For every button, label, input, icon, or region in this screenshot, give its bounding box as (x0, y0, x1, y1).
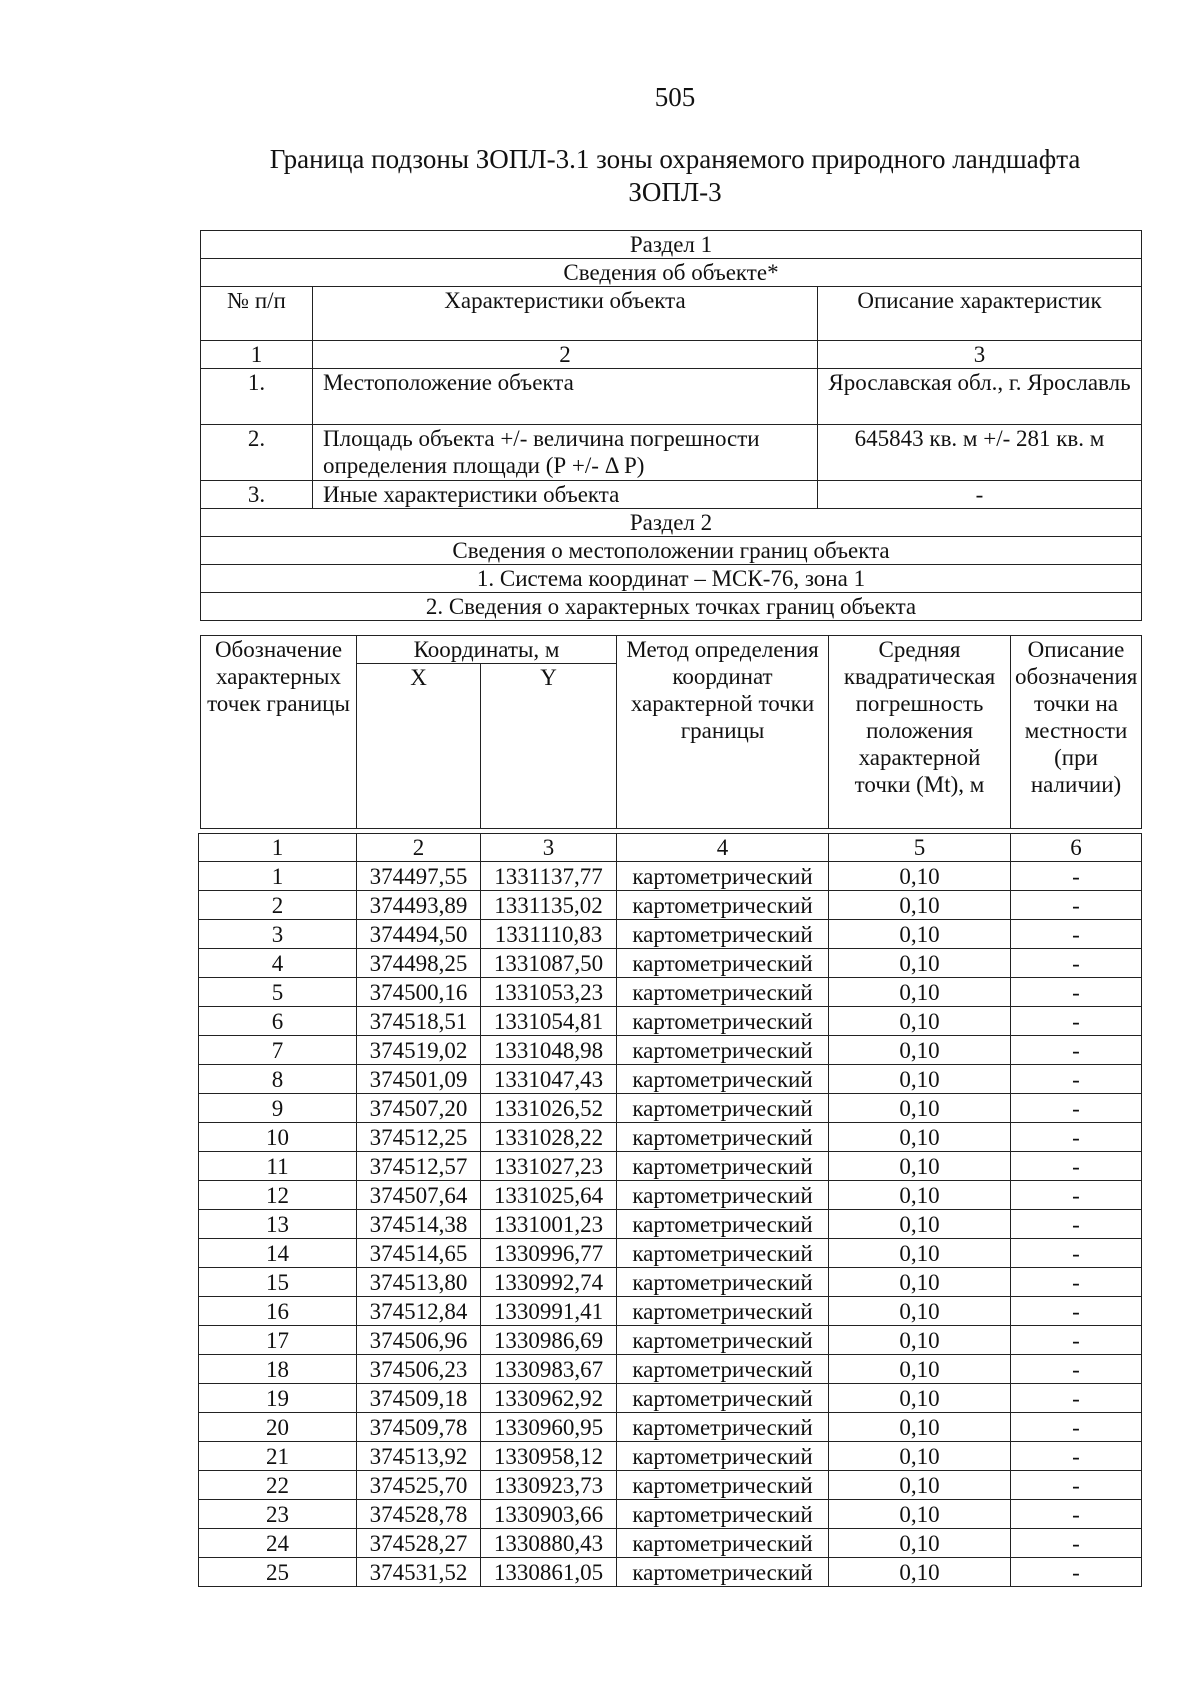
point-error: 0,10 (829, 1007, 1011, 1036)
point-id: 17 (199, 1326, 357, 1355)
table-row (199, 1413, 1142, 1442)
point-description: - (1011, 1471, 1142, 1500)
point-id: 16 (199, 1297, 357, 1326)
table-row (199, 1355, 1142, 1384)
point-id: 9 (199, 1094, 357, 1123)
point-y: 1331110,83 (481, 920, 617, 949)
table-row (199, 862, 1142, 891)
point-x: 374514,65 (357, 1239, 481, 1268)
point-method: картометрический (617, 1181, 829, 1210)
point-id: 21 (199, 1442, 357, 1471)
point-y: 1331053,23 (481, 978, 617, 1007)
col-header-x: X (357, 664, 481, 829)
section2-heading: Раздел 2 (201, 509, 1142, 537)
point-error: 0,10 (829, 1152, 1011, 1181)
point-error: 0,10 (829, 1268, 1011, 1297)
point-id: 19 (199, 1384, 357, 1413)
point-x: 374509,78 (357, 1413, 481, 1442)
point-error: 0,10 (829, 1065, 1011, 1094)
point-description: - (1011, 1210, 1142, 1239)
table-row (199, 1442, 1142, 1471)
col-header-num: № п/п (201, 287, 313, 341)
point-id: 1 (199, 862, 357, 891)
point-id: 18 (199, 1355, 357, 1384)
table-row (199, 1558, 1142, 1587)
point-error: 0,10 (829, 1123, 1011, 1152)
point-y: 1331028,22 (481, 1123, 617, 1152)
point-description: - (1011, 1239, 1142, 1268)
point-method: картометрический (617, 1239, 829, 1268)
point-method: картометрический (617, 891, 829, 920)
point-x: 374500,16 (357, 978, 481, 1007)
point-description: - (1011, 1297, 1142, 1326)
table-row (199, 1297, 1142, 1326)
point-x: 374519,02 (357, 1036, 481, 1065)
point-method: картометрический (617, 1297, 829, 1326)
point-error: 0,10 (829, 920, 1011, 949)
table-row (199, 1471, 1142, 1500)
row-desc: - (818, 481, 1142, 509)
point-id: 13 (199, 1210, 357, 1239)
point-description: - (1011, 1007, 1142, 1036)
points-header-table (200, 635, 1142, 829)
point-method: картометрический (617, 949, 829, 978)
point-id: 22 (199, 1471, 357, 1500)
point-error: 0,10 (829, 1036, 1011, 1065)
section1-heading: Раздел 1 (201, 231, 1142, 259)
col-header-y: Y (481, 664, 617, 829)
table-row (199, 1529, 1142, 1558)
point-y: 1331135,02 (481, 891, 617, 920)
point-y: 1331001,23 (481, 1210, 617, 1239)
point-method: картометрический (617, 1152, 829, 1181)
points-table (198, 833, 1142, 1587)
point-x: 374501,09 (357, 1065, 481, 1094)
row-desc: 645843 кв. м +/- 281 кв. м (818, 425, 1142, 481)
point-y: 1330992,74 (481, 1268, 617, 1297)
point-y: 1330861,05 (481, 1558, 617, 1587)
col-number: 5 (829, 834, 1011, 862)
point-method: картометрический (617, 862, 829, 891)
point-description: - (1011, 1326, 1142, 1355)
point-id: 2 (199, 891, 357, 920)
point-y: 1331026,52 (481, 1094, 617, 1123)
point-method: картометрический (617, 1036, 829, 1065)
point-description: - (1011, 1065, 1142, 1094)
point-y: 1331048,98 (481, 1036, 617, 1065)
point-error: 0,10 (829, 1471, 1011, 1500)
table-row (199, 978, 1142, 1007)
table-row (199, 1123, 1142, 1152)
object-info-table (200, 230, 1142, 621)
table-row (199, 1181, 1142, 1210)
point-id: 8 (199, 1065, 357, 1094)
table-row (199, 1065, 1142, 1094)
point-y: 1330983,67 (481, 1355, 617, 1384)
point-description: - (1011, 862, 1142, 891)
point-x: 374514,38 (357, 1210, 481, 1239)
point-x: 374518,51 (357, 1007, 481, 1036)
col-number: 2 (313, 341, 818, 369)
row-num: 2. (201, 425, 313, 481)
point-description: - (1011, 1355, 1142, 1384)
point-x: 374506,23 (357, 1355, 481, 1384)
point-description: - (1011, 978, 1142, 1007)
point-id: 15 (199, 1268, 357, 1297)
point-x: 374494,50 (357, 920, 481, 949)
col-number: 3 (818, 341, 1142, 369)
point-y: 1330962,92 (481, 1384, 617, 1413)
point-method: картометрический (617, 1413, 829, 1442)
point-x: 374507,64 (357, 1181, 481, 1210)
point-error: 0,10 (829, 1500, 1011, 1529)
point-description: - (1011, 1036, 1142, 1065)
point-y: 1331027,23 (481, 1152, 617, 1181)
point-error: 0,10 (829, 978, 1011, 1007)
point-error: 0,10 (829, 862, 1011, 891)
point-description: - (1011, 1181, 1142, 1210)
point-y: 1331025,64 (481, 1181, 617, 1210)
point-y: 1330991,41 (481, 1297, 617, 1326)
point-id: 23 (199, 1500, 357, 1529)
points-heading: 2. Сведения о характерных точках границ объекта (201, 593, 1142, 621)
title-line-2: ЗОПЛ-3 (628, 177, 722, 207)
point-x: 374497,55 (357, 862, 481, 891)
point-description: - (1011, 1094, 1142, 1123)
col-header-description: Описание обозначения точки на местности (при наличии) (1011, 636, 1142, 829)
table-row (199, 1094, 1142, 1123)
col-header-point: Обозначение характерных точек границы (201, 636, 357, 829)
title-line-1: Граница подзоны ЗОПЛ-3.1 зоны охраняемого природного ландшафта (269, 144, 1081, 174)
point-description: - (1011, 1529, 1142, 1558)
point-id: 25 (199, 1558, 357, 1587)
point-y: 1331087,50 (481, 949, 617, 978)
row-num: 3. (201, 481, 313, 509)
point-method: картометрический (617, 1500, 829, 1529)
row-num: 1. (201, 369, 313, 425)
col-number: 2 (357, 834, 481, 862)
point-error: 0,10 (829, 1529, 1011, 1558)
point-method: картометрический (617, 1065, 829, 1094)
point-method: картометрический (617, 1529, 829, 1558)
col-number: 1 (199, 834, 357, 862)
point-x: 374513,80 (357, 1268, 481, 1297)
page-number: 505 (654, 82, 696, 112)
point-x: 374509,18 (357, 1384, 481, 1413)
point-y: 1330923,73 (481, 1471, 617, 1500)
row-name: Иные характеристики объекта (313, 481, 818, 509)
col-header-method: Метод определения координат характерной точки границы (617, 636, 829, 829)
point-description: - (1011, 1500, 1142, 1529)
point-id: 12 (199, 1181, 357, 1210)
table-row (199, 1239, 1142, 1268)
point-method: картометрический (617, 1355, 829, 1384)
point-description: - (1011, 1413, 1142, 1442)
point-x: 374512,25 (357, 1123, 481, 1152)
point-id: 4 (199, 949, 357, 978)
point-method: картометрический (617, 1123, 829, 1152)
table-row (199, 1326, 1142, 1355)
table-row (199, 1007, 1142, 1036)
point-error: 0,10 (829, 1326, 1011, 1355)
point-description: - (1011, 891, 1142, 920)
row-desc: Ярославская обл., г. Ярославль (818, 369, 1142, 425)
point-y: 1331047,43 (481, 1065, 617, 1094)
point-y: 1330880,43 (481, 1529, 617, 1558)
table-row (199, 1210, 1142, 1239)
point-y: 1330903,66 (481, 1500, 617, 1529)
point-x: 374512,84 (357, 1297, 481, 1326)
point-method: картометрический (617, 1007, 829, 1036)
point-y: 1331054,81 (481, 1007, 617, 1036)
point-error: 0,10 (829, 1210, 1011, 1239)
point-method: картометрический (617, 1210, 829, 1239)
point-x: 374525,70 (357, 1471, 481, 1500)
table-row (199, 1500, 1142, 1529)
point-description: - (1011, 1152, 1142, 1181)
col-header-description: Описание характеристик (818, 287, 1142, 341)
point-x: 374507,20 (357, 1094, 481, 1123)
col-number: 4 (617, 834, 829, 862)
point-id: 3 (199, 920, 357, 949)
point-description: - (1011, 1384, 1142, 1413)
point-error: 0,10 (829, 1297, 1011, 1326)
point-error: 0,10 (829, 891, 1011, 920)
point-error: 0,10 (829, 1558, 1011, 1587)
section1-subheading: Сведения об объекте* (201, 259, 1142, 287)
point-y: 1330986,69 (481, 1326, 617, 1355)
table-row (199, 949, 1142, 978)
col-header-coords: Координаты, м (357, 636, 617, 664)
point-x: 374512,57 (357, 1152, 481, 1181)
row-name: Местоположение объекта (313, 369, 818, 425)
point-id: 6 (199, 1007, 357, 1036)
point-id: 7 (199, 1036, 357, 1065)
point-description: - (1011, 1442, 1142, 1471)
point-y: 1330960,95 (481, 1413, 617, 1442)
point-id: 10 (199, 1123, 357, 1152)
col-header-error: Средняя квадратическая погрешность положения характерной точки (Mt), м (829, 636, 1011, 829)
point-description: - (1011, 1558, 1142, 1587)
point-x: 374528,27 (357, 1529, 481, 1558)
point-method: картометрический (617, 1268, 829, 1297)
document-title (0, 143, 1200, 209)
point-method: картометрический (617, 978, 829, 1007)
coord-system: 1. Система координат – МСК-76, зона 1 (201, 565, 1142, 593)
point-id: 5 (199, 978, 357, 1007)
point-method: картометрический (617, 1384, 829, 1413)
point-y: 1331137,77 (481, 862, 617, 891)
point-method: картометрический (617, 1326, 829, 1355)
point-x: 374498,25 (357, 949, 481, 978)
point-description: - (1011, 1268, 1142, 1297)
point-error: 0,10 (829, 949, 1011, 978)
point-error: 0,10 (829, 1239, 1011, 1268)
point-x: 374528,78 (357, 1500, 481, 1529)
point-error: 0,10 (829, 1413, 1011, 1442)
point-y: 1330958,12 (481, 1442, 617, 1471)
point-method: картометрический (617, 920, 829, 949)
point-description: - (1011, 949, 1142, 978)
point-error: 0,10 (829, 1384, 1011, 1413)
point-x: 374513,92 (357, 1442, 481, 1471)
table-row (199, 920, 1142, 949)
col-header-characteristics: Характеристики объекта (313, 287, 818, 341)
table-row (199, 1152, 1142, 1181)
point-description: - (1011, 1123, 1142, 1152)
point-id: 24 (199, 1529, 357, 1558)
point-x: 374493,89 (357, 891, 481, 920)
col-number: 1 (201, 341, 313, 369)
point-x: 374531,52 (357, 1558, 481, 1587)
point-y: 1330996,77 (481, 1239, 617, 1268)
row-name: Площадь объекта +/- величина погрешности определения площади (Р +/- Δ Р) (313, 425, 818, 481)
col-number: 6 (1011, 834, 1142, 862)
point-method: картометрический (617, 1094, 829, 1123)
point-description: - (1011, 920, 1142, 949)
point-method: картометрический (617, 1442, 829, 1471)
table-row (199, 1036, 1142, 1065)
point-error: 0,10 (829, 1094, 1011, 1123)
point-id: 11 (199, 1152, 357, 1181)
col-number: 3 (481, 834, 617, 862)
table-row (199, 1384, 1142, 1413)
point-method: картометрический (617, 1471, 829, 1500)
table-row (199, 1268, 1142, 1297)
point-id: 20 (199, 1413, 357, 1442)
point-x: 374506,96 (357, 1326, 481, 1355)
section2-subheading: Сведения о местоположении границ объекта (201, 537, 1142, 565)
point-id: 14 (199, 1239, 357, 1268)
table-row (199, 891, 1142, 920)
point-method: картометрический (617, 1558, 829, 1587)
point-error: 0,10 (829, 1355, 1011, 1384)
point-error: 0,10 (829, 1181, 1011, 1210)
point-error: 0,10 (829, 1442, 1011, 1471)
